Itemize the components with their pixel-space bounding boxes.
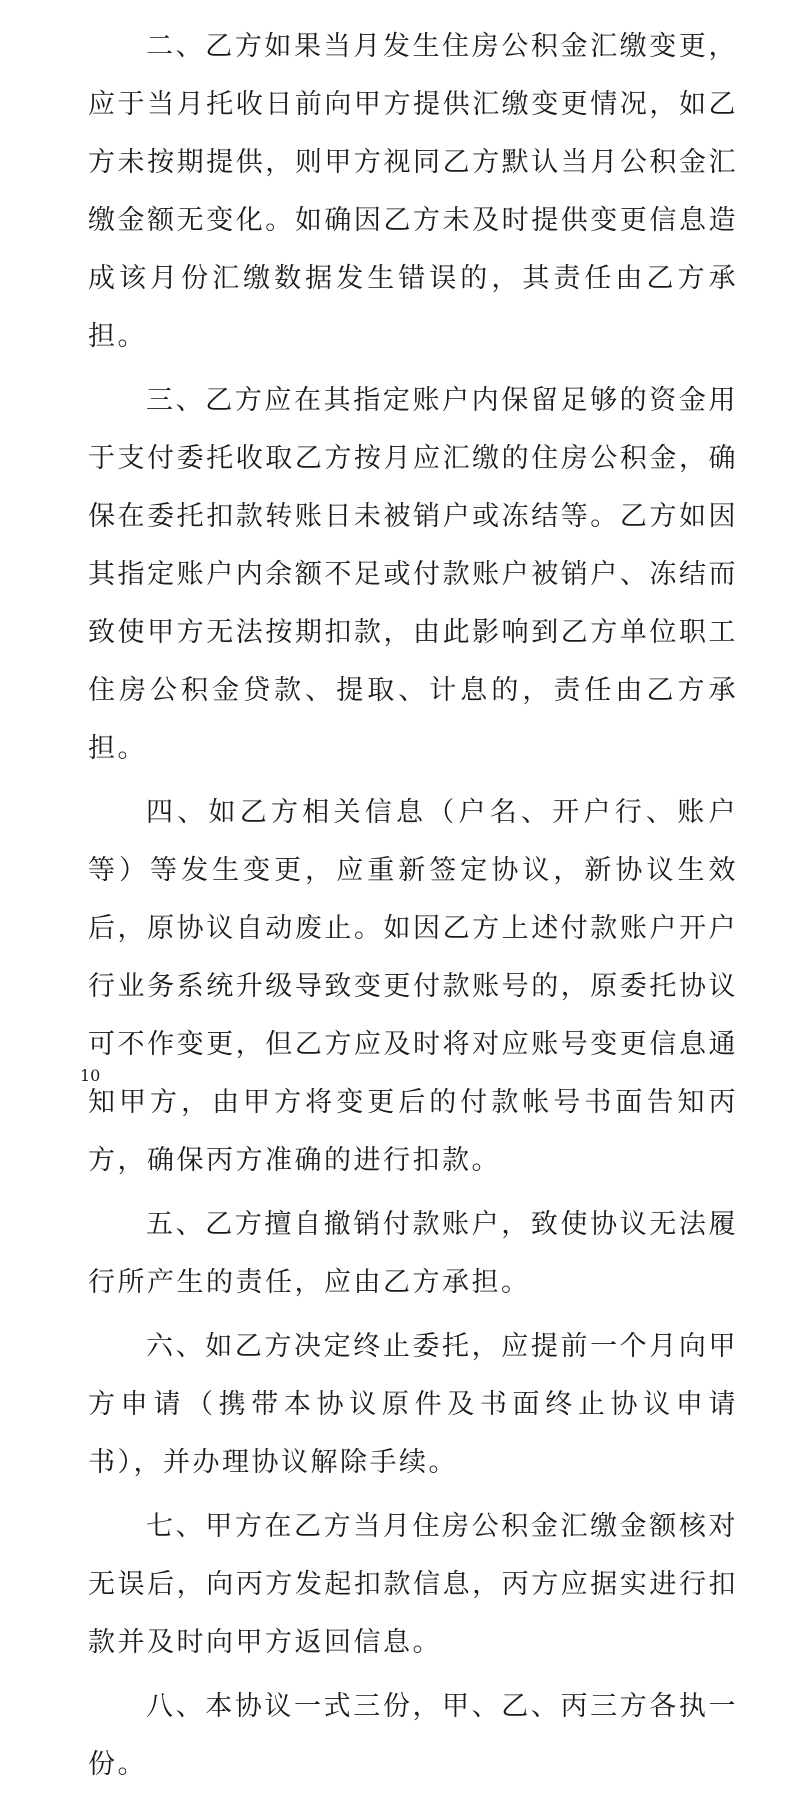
clause-4: 四、如乙方相关信息（户名、开户行、账户等）等发生变更，应重新签定协议，新协议生效后，原协议自动废止。如因乙方上述付款账户开户行业务系统升级导致变更付款账号的，原委托协议可不作变更，但乙方应及时将对应账号变更信息通知甲方，由甲方将变更后的付款帐号书面告知丙方，确保丙方准确的进行扣款。 [88,797,738,1176]
clause-3: 三、乙方应在其指定账户内保留足够的资金用于支付委托收取乙方按月应汇缴的住房公积金，确保在委托扣款转账日未被销户或冻结等。乙方如因其指定账户内余额不足或付款账户被销户、冻结而致使甲方无法按期扣款，由此影响到乙方单位职工住房公积金贷款、提取、计息的，责任由乙方承担。 [88,385,738,764]
page-number: 10 [80,1066,101,1085]
clause-8: 八、本协议一式三份，甲、乙、丙三方各执一份。 [88,1691,738,1780]
clause-2: 二、乙方如果当月发生住房公积金汇缴变更，应于当月托收日前向甲方提供汇缴变更情况，如乙方未按期提供，则甲方视同乙方默认当月公积金汇缴金额无变化。如确因乙方未及时提供变更信息造成该月份汇缴数据发生错误的，其责任由乙方承担。 [88,31,738,352]
clause-5: 五、乙方擅自撤销付款账户，致使协议无法履行所产生的责任，应由乙方承担。 [88,1209,738,1298]
clause-6: 六、如乙方决定终止委托，应提前一个月向甲方申请（携带本协议原件及书面终止协议申请书），并办理协议解除手续。 [88,1331,738,1478]
document-body [88,18,738,1800]
clause-7: 七、甲方在乙方当月住房公积金汇缴金额核对无误后，向丙方发起扣款信息，丙方应据实进行扣款并及时向甲方返回信息。 [88,1511,738,1658]
